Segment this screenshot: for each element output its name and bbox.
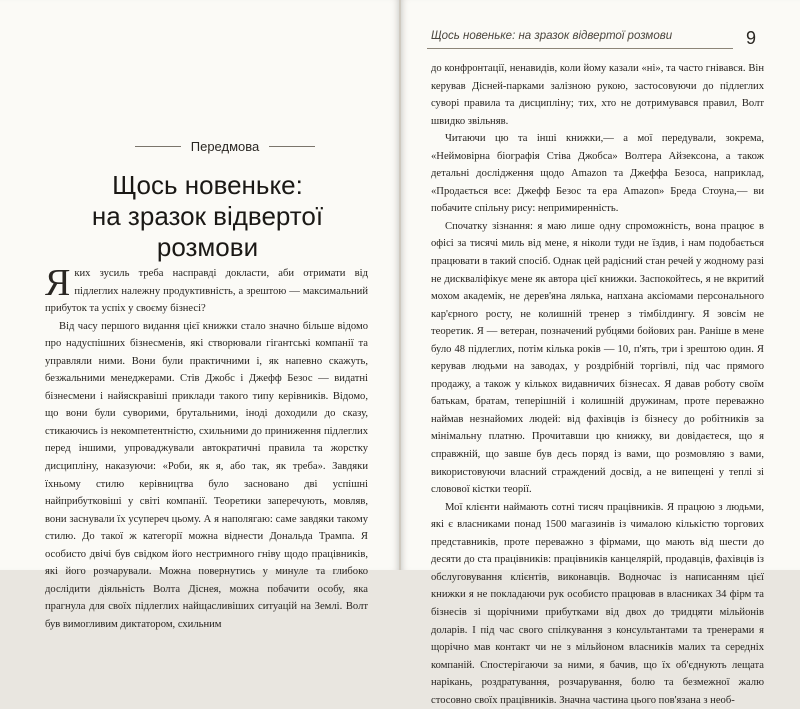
section-label-text: Передмова bbox=[190, 138, 260, 154]
running-head-rule bbox=[427, 48, 733, 49]
body-paragraph: Спочатку зізнання: я маю лише одну спроможність, вона працює в офісі за тисячі миль від мене, я ніколи туди не їздив, і нам подобається працювати в такий спосіб. Однак цей радісний стан речей у жодному разі не дискваліфікує мене як автора цієї книжки. Заспокойтесь, я не вкритий мохом академік, не дерев'яна лялька, напхана аксіомами персонального кар'єрного росту, не колишній тренер з тімбілдингу. Я зовсім не теоретик. Я — ветеран, позначений рубцями бойових ран. Раніше в мене було 48 підлеглих, потім кілька років — 10, п'ять, три і зрештою один. Я керував людьми на заводах, у роздрібній торгівлі, під час прямого продажу, а також у кількох видавничих бізнесах. Я давав роботу своїм батькам, братам, теперішній і колишній дружинам, проте переважно наймав незнайомих людей: від фахівців із бізнесу до робітників за мінімальну платню. Прочитавши цю книжку, ви довідаєтеся, що я справжній, що завше був десь поряд із вами, що розмовляю з вами, використовуючи власний страждений досвід, а не випещені у теплі зі словової кістки теорії. bbox=[431, 220, 764, 496]
chapter-title bbox=[40, 170, 375, 263]
chapter-title-line-1: Щось новеньке: bbox=[112, 170, 303, 200]
left-page bbox=[0, 0, 399, 630]
body-paragraph: Читаючи цю та інші книжки,— а мої передували, зокрема, «Неймовірна біографія Стіва Джобса» Волтера Айзексона, а також детальні дослідження щодо Amazon та Джеффа Безоса, наприклад, «Продається все: Джефф Безос та ера Amazon» Бреда Стоуна,— ви побачите спільну рису: непримиренність. bbox=[431, 133, 764, 215]
opening-paragraph-text: ких зусиль треба насправді докласти, аби отримати від підлеглих належну продуктивність, а зрештою — максимальний прибуток та успіх у своєму бізнесі? bbox=[45, 268, 368, 315]
running-head: Щось новеньке: на зразок відвертої розмови bbox=[431, 30, 673, 42]
right-body-text bbox=[431, 60, 764, 709]
right-page bbox=[401, 0, 800, 706]
continuation-paragraph: до конфронтації, ненавидів, коли йому казали «ні», та часто гнівався. Він керував Дісней-парками залізною рукою, застосовуючи до підлеглих суворі правила та дисципліну; тих, хто не дотримувався правил, Волт швидко звільняв. bbox=[431, 63, 764, 127]
drop-cap: Я bbox=[45, 262, 71, 304]
section-rule-left bbox=[135, 146, 181, 147]
chapter-title-line-2: на зразок відвертої розмови bbox=[91, 201, 324, 262]
body-paragraph: Мої клієнти наймають сотні тисяч працівників. Я працюю з людьми, які є власниками понад 1500 магазинів із чималою кількістю торгових представників, проте переважно з фірмами, що мають від шести до десяти до ста працівників: працівників канцелярій, продавців, фахівців із обслуговування клієнтів, виконавців. Водночас із написанням цієї книжки я не покладаючи рук особисто працював в власниках 34 фірм та бізнесів зі щорічними прибутками від двох до тридцяти мільйонів доларів. І під час свого спілкування з консультантами та тренерами я щорічно мав контакт чи не з мільйоном власників малих та середніх компаній. Спостерігаючи за ними, я бачив, що їх об'єднують лещата нарікань, роздратування, розчарування, болю та безмежної жалю стосовно своїх працівників. Значна частина цього пов'язана з необ- bbox=[431, 501, 764, 706]
section-label bbox=[100, 136, 350, 156]
left-body-text bbox=[45, 262, 368, 633]
body-paragraph: Від часу першого видання цієї книжки стало значно більше відомо про надуспішних бізнесменів, які створювали гігантські компанії та управляли ними. Вони були практичними і, як напевно скажуть, безжальними менеджерами. Стів Джобс і Джефф Безос — видатні бізнесмени і найяскравіші приклади такого типу керівників. Відомо, що вони були суворими, брутальними, іноді доходили до сказу, стикаючись із некомпетентністю, схильними до приниження підлеглих перед іншими, упроваджували автократичні правила та жорстку дисципліну, наказуючи: «Роби, як я, або так, як треба». Завдяки їхньому стилю керівництва було засновано дві успішні найприбутковіші у світі компанії. Теоретики заперечують, мовляв, вони заснували їх усупереч цьому. А я наполягаю: саме завдяки такому стилю. До такої ж категорії можна віднести Дональда Трампа. Я особисто двічі був свідком його нестримного гніву щодо працівників, які його розчарували. Можна повернутись у минуле та глибоко дослідити діяльність Волта Діснея, можна побачити особу, яка прагнула для своїх підлеглих найщасливіших ситуацій на Землі. Волт був вимогливим диктатором, схильним bbox=[45, 320, 368, 630]
page-number: 9 bbox=[745, 28, 756, 48]
opening-paragraph bbox=[45, 262, 368, 318]
section-rule-right bbox=[269, 146, 315, 147]
